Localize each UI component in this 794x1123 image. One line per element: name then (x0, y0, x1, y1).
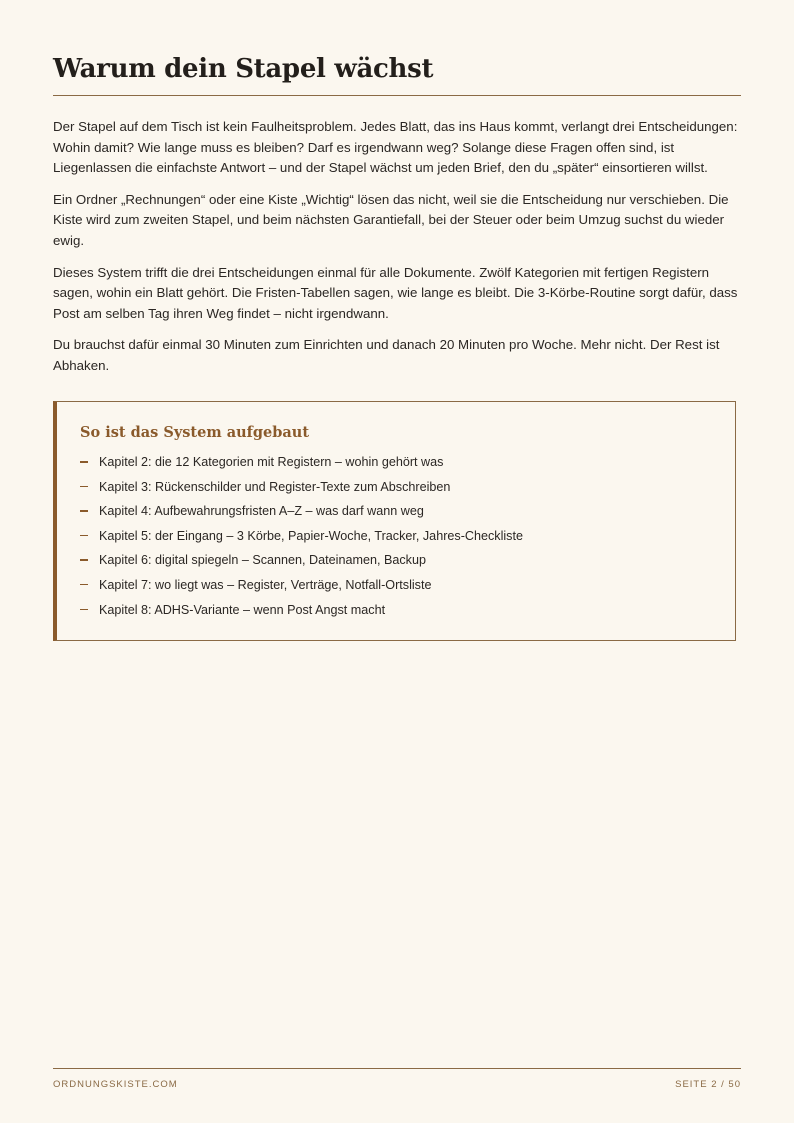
dash-icon (80, 535, 88, 537)
list-item-text: Kapitel 8: ADHS-Variante – wenn Post Angst macht (99, 602, 386, 617)
chapter-list (80, 452, 523, 624)
list-item-text: Kapitel 7: wo liegt was – Register, Verträge, Notfall-Ortsliste (99, 577, 432, 592)
footer-page-number: SEITE 2 / 50 (675, 1079, 741, 1090)
list-item-text: Kapitel 5: der Eingang – 3 Körbe, Papier-Woche, Tracker, Jahres-Checkliste (99, 528, 523, 543)
list-item-text: Kapitel 2: die 12 Kategorien mit Registern – wohin gehört was (99, 455, 444, 469)
overview-box-title: So ist das System aufgebaut (80, 424, 310, 441)
dash-icon (80, 510, 88, 512)
document-page (53, 0, 741, 1123)
dash-icon (80, 559, 88, 561)
list-item-text: Kapitel 4: Aufbewahrungsfristen A–Z – was darf wann weg (99, 504, 424, 519)
paragraph: Ein Ordner „Rechnungen“ oder eine Kiste „Wichtig“ lösen das nicht, weil sie die Entscheidung nur verschieben. Die Kiste wird zum zweiten Stapel, und beim nächsten Garantiefall, bei der Steuer oder beim Umzug suchst du wieder ewig. (53, 191, 729, 248)
list-item-text: Kapitel 6: digital spiegeln – Scannen, Dateinamen, Backup (99, 553, 426, 568)
list-item (80, 452, 523, 477)
list-item (80, 526, 523, 551)
footer-site: ORDNUNGSKISTE.COM (53, 1079, 178, 1090)
footer-divider (53, 1068, 741, 1069)
overview-box (53, 401, 736, 641)
dash-icon (80, 584, 88, 586)
list-item (80, 575, 523, 600)
paragraph: Der Stapel auf dem Tisch ist kein Faulheitsproblem. Jedes Blatt, das ins Haus kommt, verlangt drei Entscheidungen: Wohin damit? Wie lange muss es bleiben? Darf es irgendwann weg? Solange diese Fragen offen sind, ist Liegenlassen die einfachste Antwort – und der Stapel wächst um jeden Brief, den du „später“ einsortieren willst. (53, 119, 738, 176)
dash-icon (80, 486, 88, 488)
list-item (80, 550, 523, 575)
list-item (80, 477, 523, 502)
dash-icon (80, 609, 88, 611)
list-item (80, 501, 523, 526)
list-item-text: Kapitel 3: Rückenschilder und Register-Texte zum Abschreiben (99, 479, 451, 494)
body-text (53, 117, 741, 388)
dash-icon (80, 461, 88, 463)
paragraph: Dieses System trifft die drei Entscheidungen einmal für alle Dokumente. Zwölf Kategorien mit fertigen Registern sagen, wohin ein Blatt gehört. Die Fristen-Tabellen sagen, wie lange es bleibt. Die 3-Körbe-Routine sorgt dafür, dass Post am selben Tag ihren Weg findet – nicht irgendwann. (53, 264, 738, 321)
title-divider (53, 95, 741, 96)
page-title: Warum dein Stapel wächst (53, 54, 434, 84)
paragraph: Du brauchst dafür einmal 30 Minuten zum Einrichten und danach 20 Minuten pro Woche. Mehr nicht. Der Rest ist Abhaken. (53, 337, 720, 373)
list-item (80, 600, 523, 625)
